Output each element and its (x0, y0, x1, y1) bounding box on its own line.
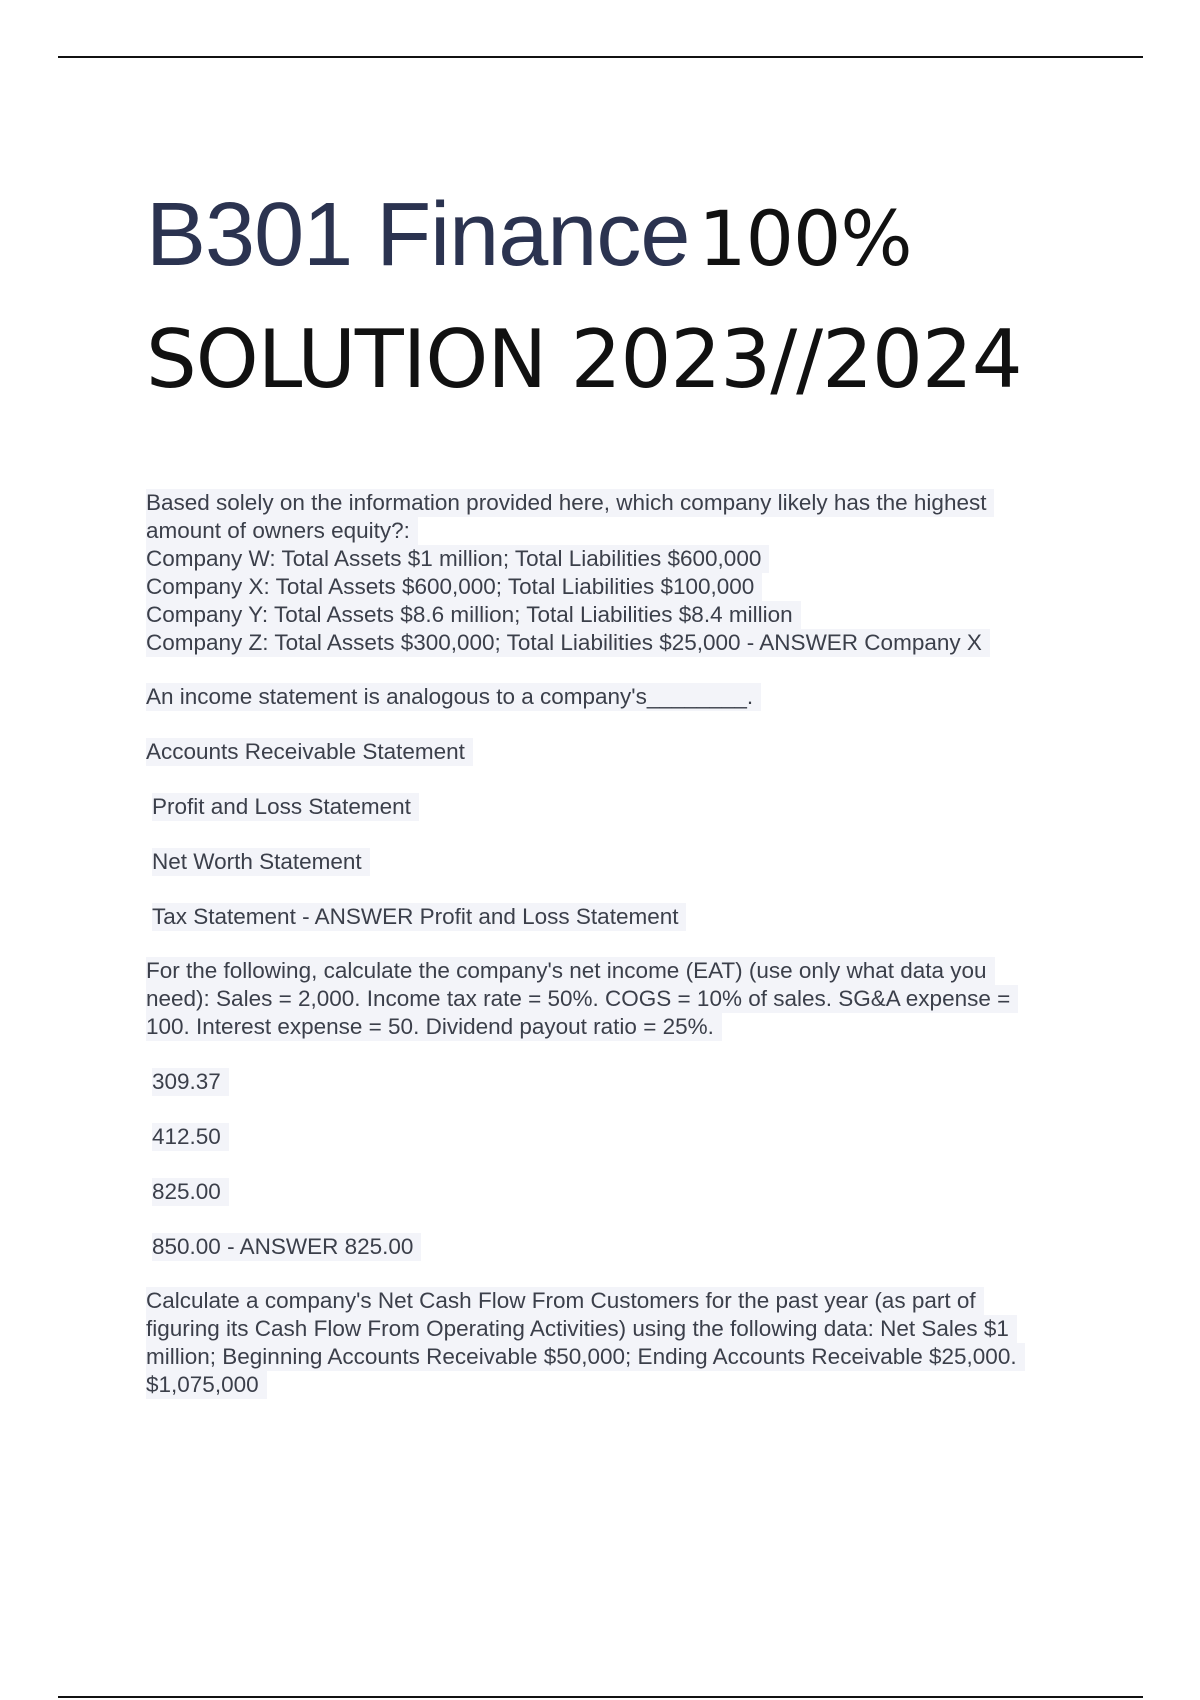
question-2-option: Tax Statement - ANSWER Profit and Loss Statement (152, 903, 686, 931)
question-2-text: An income statement is analogous to a company's________. (146, 683, 761, 711)
footer-rule (58, 1696, 1143, 1698)
question-2 (146, 683, 1106, 931)
question-1-line: Based solely on the information provided here, which company likely has the highest (146, 489, 994, 517)
title-percent: 100% (698, 194, 912, 283)
title-course: B301 Finance (146, 185, 690, 285)
question-3-option: 309.37 (152, 1068, 229, 1096)
question-1-line: Company Y: Total Assets $8.6 million; Total Liabilities $8.4 million (146, 601, 801, 629)
question-2-option: Accounts Receivable Statement (146, 738, 473, 766)
question-3-line: For the following, calculate the company's net income (EAT) (use only what data you (146, 957, 995, 985)
question-3-option: 850.00 - ANSWER 825.00 (152, 1233, 421, 1261)
question-1-line: Company W: Total Assets $1 million; Total Liabilities $600,000 (146, 545, 769, 573)
question-1-line: Company Z: Total Assets $300,000; Total Liabilities $25,000 - ANSWER Company X (146, 629, 990, 657)
question-4-line: $1,075,000 (146, 1371, 267, 1399)
question-3-option: 412.50 (152, 1123, 229, 1151)
question-1-line: Company X: Total Assets $600,000; Total Liabilities $100,000 (146, 573, 762, 601)
question-1 (146, 489, 1106, 657)
title-solution: SOLUTION 2023//2024 (146, 313, 1022, 406)
question-3-line: need): Sales = 2,000. Income tax rate = 50%. COGS = 10% of sales. SG&A expense = (146, 985, 1018, 1013)
document-body (146, 489, 1106, 1399)
question-2-option: Profit and Loss Statement (152, 793, 419, 821)
question-3-line: 100. Interest expense = 50. Dividend payout ratio = 25%. (146, 1013, 722, 1041)
header-rule (58, 56, 1143, 58)
question-1-line: amount of owners equity?: (146, 517, 418, 545)
question-4-line: figuring its Cash Flow From Operating Activities) using the following data: Net Sales $1 (146, 1315, 1017, 1343)
document-title (146, 185, 1126, 406)
question-4-line: million; Beginning Accounts Receivable $50,000; Ending Accounts Receivable $25,000. (146, 1343, 1025, 1371)
question-4 (146, 1287, 1106, 1399)
question-3-option: 825.00 (152, 1178, 229, 1206)
question-4-line: Calculate a company's Net Cash Flow From Customers for the past year (as part of (146, 1287, 984, 1315)
question-3 (146, 957, 1106, 1261)
question-2-option: Net Worth Statement (152, 848, 370, 876)
